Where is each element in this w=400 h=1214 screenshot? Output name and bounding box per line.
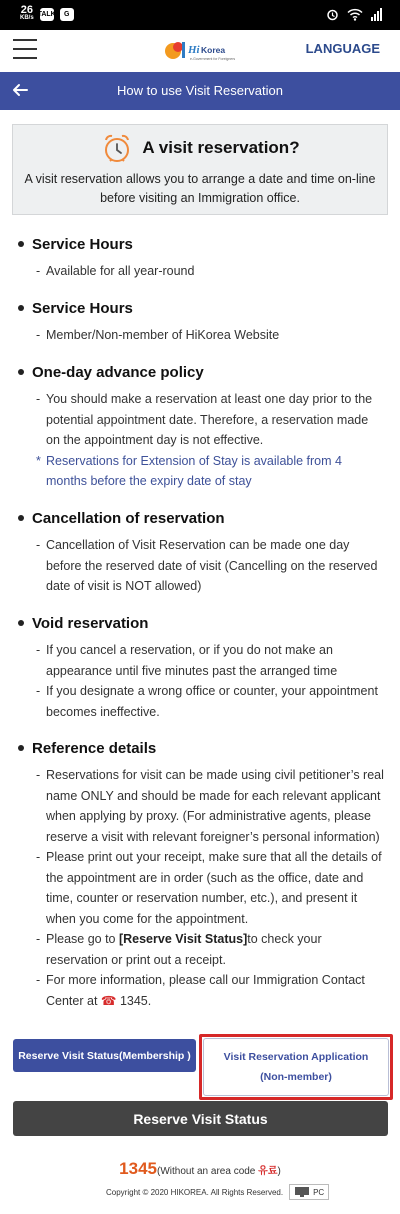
alarm-icon bbox=[326, 8, 339, 21]
section-void-reservation: Void reservation - If you cancel a reservation, or if you do not make an appearance until five minutes past the arranged time - If you designate a wrong office or counter, your appointment becomes ineffective. bbox=[18, 613, 384, 722]
svg-text:Korea: Korea bbox=[201, 45, 226, 55]
monitor-icon bbox=[294, 1186, 310, 1198]
section-item-part: Please go to bbox=[46, 932, 119, 946]
section-item: If you cancel a reservation, or if you do not make an appearance until five minutes past the arranged time bbox=[46, 643, 338, 678]
pc-label: PC bbox=[313, 1187, 325, 1197]
status-bar bbox=[0, 0, 400, 30]
section-note: Reservations for Extension of Stay is available from 4 months before the expiry date of stay bbox=[46, 453, 342, 488]
section-item: Please print out your receipt, make sure that all the details of the appointment are in order (such as the office, date and time, counter or reservation number, etc.), and present it when you come for the appointment. bbox=[46, 850, 382, 926]
svg-text:e-Government for Foreigners: e-Government for Foreigners bbox=[190, 57, 236, 61]
footer-copyright-row bbox=[106, 1184, 329, 1200]
section-service-hours: Service Hours - Available for all year-round bbox=[18, 234, 384, 282]
reserve-visit-status-membership-button[interactable]: Reserve Visit Status(Membership ) bbox=[13, 1039, 196, 1072]
contact-number: 1345. bbox=[119, 993, 152, 1008]
section-title: One-day advance policy bbox=[32, 363, 204, 381]
section-title: Service Hours bbox=[32, 235, 133, 253]
page-title: How to use Visit Reservation bbox=[117, 83, 283, 98]
section-item: You should make a reservation at least one day prior to the potential appointment date. Therefore, a reservation made on the appointment day is not effective. bbox=[46, 392, 373, 447]
footer-phone-note-end: ) bbox=[277, 1166, 281, 1177]
translate-icon: G bbox=[60, 8, 74, 21]
visit-reservation-nonmember-button[interactable]: Visit Reservation Application (Non-member) bbox=[203, 1038, 389, 1096]
section-cancellation: Cancellation of reservation - Cancellation of Visit Reservation can be made one day before the reserved date of visit (Cancelling on the reserved date of visit is NOT allowed) bbox=[18, 508, 384, 597]
section-item: Cancellation of Visit Reservation can be made one day before the reserved date of visit (Cancelling on the reserved date of visit is NOT allowed) bbox=[46, 538, 378, 593]
reserve-visit-status-link-text: [Reserve Visit Status] bbox=[118, 932, 248, 946]
pc-version-button[interactable] bbox=[289, 1184, 329, 1200]
network-speed bbox=[20, 6, 34, 22]
svg-text:Hi: Hi bbox=[188, 44, 200, 56]
network-speed-value: 26 bbox=[20, 4, 33, 16]
reserve-visit-status-button[interactable]: Reserve Visit Status bbox=[13, 1101, 388, 1136]
network-speed-unit: KB/s bbox=[20, 15, 34, 21]
title-bar bbox=[0, 72, 400, 110]
app-header bbox=[0, 30, 400, 72]
language-button[interactable]: LANGUAGE bbox=[305, 41, 380, 56]
section-item-part: to check your reservation or print out a receipt. bbox=[46, 932, 322, 967]
bullet-icon bbox=[18, 369, 24, 375]
menu-icon[interactable] bbox=[13, 39, 37, 61]
footer-phone-note: (Without an area code bbox=[156, 1166, 259, 1177]
intro-text: A visit reservation allows you to arrange a date and time on-line before visiting an Immigration office. bbox=[24, 172, 376, 205]
section-title: Reference details bbox=[32, 739, 157, 757]
talk-icon: TALK bbox=[40, 8, 54, 21]
wifi-icon bbox=[347, 8, 363, 21]
section-item: Member/Non-member of HiKorea Website bbox=[46, 328, 280, 342]
footer-phone-note-highlight: 유료 bbox=[258, 1166, 278, 1177]
intro-heading: A visit reservation? bbox=[142, 138, 300, 157]
section-item-part: For more information, please call our Immigration Contact Center at bbox=[46, 973, 365, 1008]
hikorea-logo[interactable] bbox=[164, 36, 238, 66]
clock-icon bbox=[100, 131, 134, 165]
footer-phone-number[interactable]: 1345 bbox=[119, 1159, 157, 1178]
signal-icon bbox=[371, 8, 382, 21]
section-item: Available for all year-round bbox=[46, 264, 195, 278]
bullet-icon bbox=[18, 241, 24, 247]
footer-contact bbox=[0, 1159, 400, 1179]
phone-icon: ☎ bbox=[100, 993, 117, 1008]
section-item: If you designate a wrong office or counter, your appointment becomes ineffective. bbox=[46, 684, 378, 719]
section-title: Void reservation bbox=[32, 614, 149, 632]
section-title: Cancellation of reservation bbox=[32, 509, 225, 527]
bullet-icon bbox=[18, 515, 24, 521]
section-service-hours-membership: Service Hours - Member/Non-member of HiKorea Website bbox=[18, 298, 384, 346]
section-advance-policy: One-day advance policy - You should make a reservation at least one day prior to the potential appointment date. Therefore, a reservation made on the appointment day is not effective. * Reservations for Extension of Stay is available from 4 months before the expiry date of stay bbox=[18, 362, 384, 492]
bullet-icon bbox=[18, 620, 24, 626]
bullet-icon bbox=[18, 305, 24, 311]
section-title: Service Hours bbox=[32, 299, 133, 317]
section-reference-details: Reference details - Reservations for visit can be made using civil petitioner’s real name ONLY and should be made for each relevant applicant when applying by proxy. (For administrative agents, please reserve a visit with relevant foreigner’s personal information) - Please print out your receipt, make sure that all the details of the appointment are in order (such as the office, date and time, counter or reservation number, etc.), and present it when you come for the appointment. - Please go to [Reserve Visit Status]to check your reservation or print out a receipt. - For more information, please call our Immigration Contact Center at ☎ 1345. bbox=[18, 738, 384, 1011]
bullet-icon bbox=[18, 745, 24, 751]
section-item: Reservations for visit can be made using civil petitioner’s real name ONLY and should be made for each relevant applicant when applying by proxy. (For administrative agents, please reserve a visit with relevant foreigner’s personal information) bbox=[46, 768, 384, 844]
copyright-text: Copyright © 2020 HIKOREA. All Rights Reserved. bbox=[106, 1187, 284, 1197]
intro-box bbox=[12, 124, 388, 215]
